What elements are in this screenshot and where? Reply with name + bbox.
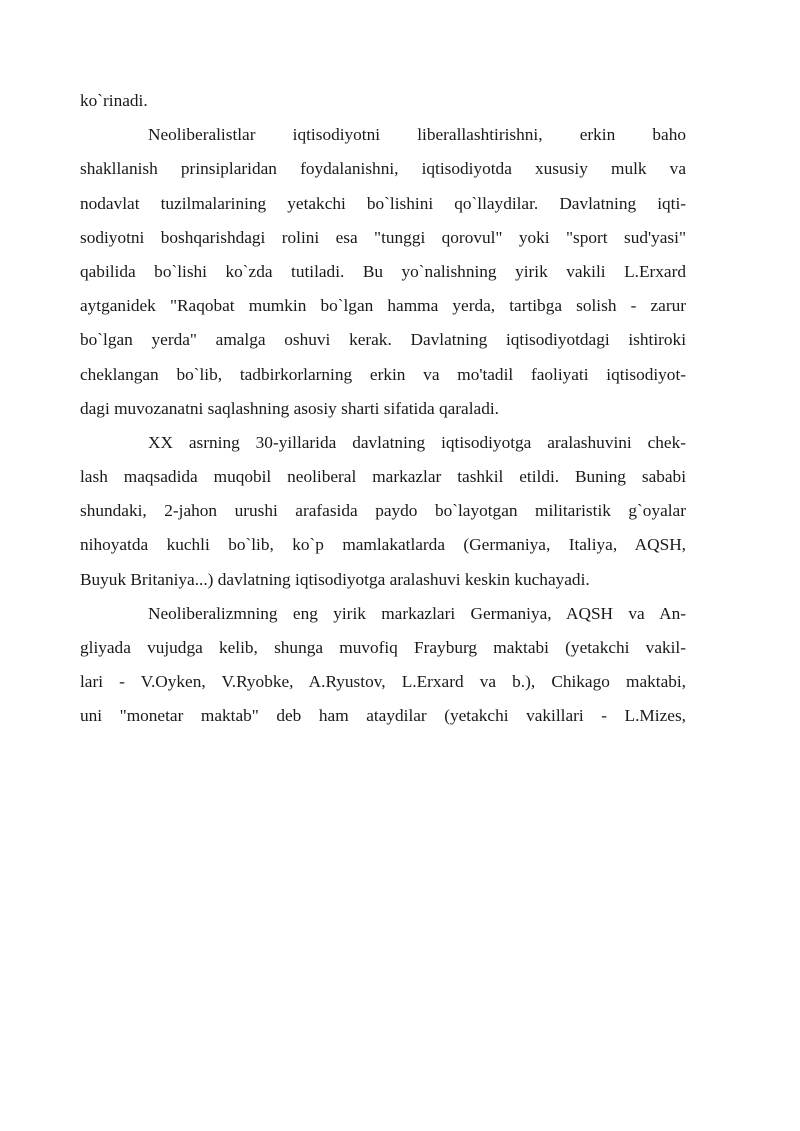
text-line: shakllanish prinsiplaridan foydalanishni, iqtisodiyotda xususiy mulk va	[80, 159, 686, 179]
text-line: gliyada vujudga kelib, shunga muvofiq Frayburg maktabi (yetakchi vakil-	[80, 638, 686, 657]
text-line: nodavlat tuzilmalarining yetakchi bo`lishini qo`llaydilar. Davlatning iqti-	[80, 193, 686, 213]
text-line: lari - V.Oyken, V.Ryobke, A.Ryustov, L.Erxard va b.), Chikago maktabi,	[80, 672, 686, 692]
paragraph-last-line: Buyuk Britaniya...) davlatning iqtisodiyotga aralashuvi keskin kuchayadi.	[80, 569, 590, 589]
paragraph-first-line: Neoliberalistlar iqtisodiyotni liberallashtirishni, erkin baho	[148, 125, 686, 145]
paragraph-first-line: Neoliberalizmning eng yirik markazlari Germaniya, AQSH va An-	[148, 603, 686, 623]
text-line: aytganidek "Raqobat mumkin bo`lgan hamma yerda, tartibga solish - zarur	[80, 296, 686, 316]
text-line: uni "monetar maktab" deb ham ataydilar (yetakchi vakillari - L.Mizes,	[80, 706, 686, 726]
paragraph-last-line: dagi muvozanatni saqlashning asosiy sharti sifatida qaraladi.	[80, 398, 499, 418]
body-text	[80, 84, 686, 734]
text-line: cheklangan bo`lib, tadbirkorlarning erkin va mo'tadil faoliyati iqtisodiyot-	[80, 364, 686, 384]
text-line: bo`lgan yerda" amalga oshuvi kerak. Davlatning iqtisodiyotdagi ishtiroki	[80, 330, 686, 350]
text-line: qabilida bo`lishi ko`zda tutiladi. Bu yo`nalishning yirik vakili L.Erxard	[80, 261, 686, 281]
text-line: lash maqsadida muqobil neoliberal markazlar tashkil etildi. Buning sababi	[80, 467, 686, 487]
text-line: ko`rinadi.	[80, 91, 148, 110]
text-line: shundaki, 2-jahon urushi arafasida paydo bo`layotgan militaristik g`oyalar	[80, 501, 686, 521]
paragraph-first-line: XX asrning 30-yillarida davlatning iqtisodiyotga aralashuvini chek-	[148, 432, 686, 452]
text-line: nihoyatda kuchli bo`lib, ko`p mamlakatlarda (Germaniya, Italiya, AQSH,	[80, 535, 686, 555]
text-line: sodiyotni boshqarishdagi rolini esa "tunggi qorovul" yoki "sport sud'yasi"	[80, 227, 686, 247]
